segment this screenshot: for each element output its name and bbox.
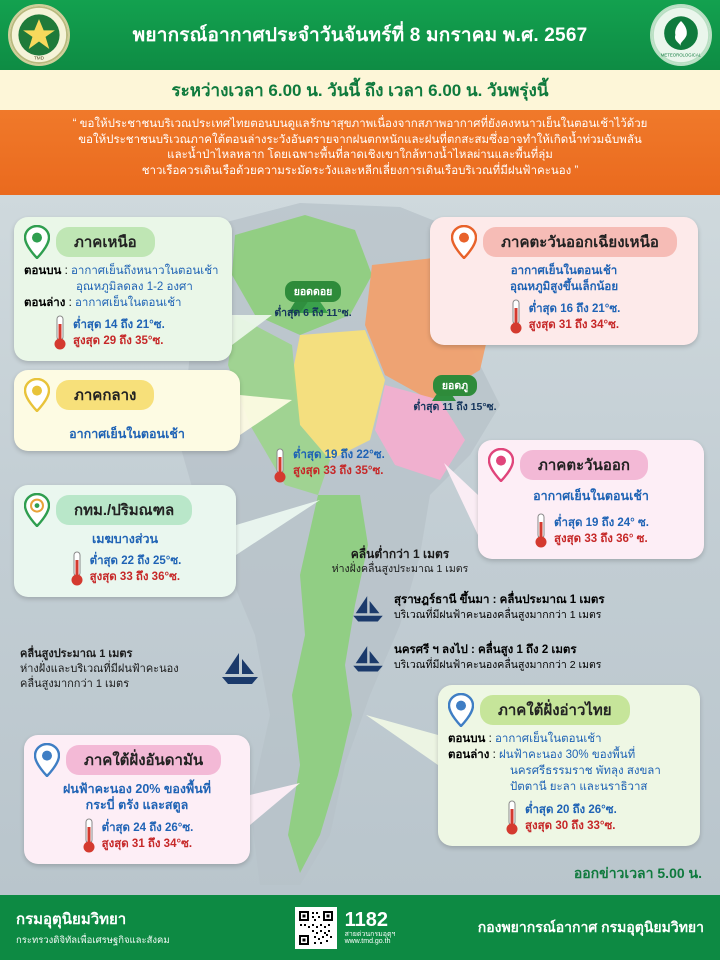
hotline-sub: สายด่วนกรมอุตุฯ [344,930,396,938]
temp-min: ต่ำสุด 20 ถึง 26°ซ. [525,804,617,816]
warning-line-2: ขอให้ประชาชนบริเวณภาคใต้ตอนล่างระวังอันตรายจากฝนตกหนักและฝนที่ตกสะสมซึ่งอาจทำให้เกิดน้ำท่วมฉับพลัน [78,133,642,146]
temperature-block [440,298,688,336]
sea-note-line2: ห่างฝั่งและบริเวณที่มีฝนฟ้าคะนอง [20,663,179,675]
footer-division: กองพยากรณ์อากาศ กรมอุตุนิยมวิทยา [477,918,704,935]
release-time: ออกข่าวเวลา 5.00 น. [573,865,702,881]
temperature-values [73,317,165,349]
sea-note-text [394,593,605,623]
region-title-row [34,743,240,777]
thermometer-icon [504,799,520,837]
forecast-period-bar [0,70,720,110]
temp-max: สูงสุด 29 ถึง 35°ซ. [73,335,164,347]
peak-label-doi [268,281,358,321]
sea-note-line2: บริเวณที่มีฝนฟ้าคะนองคลื่นสูงมากกว่า 1 เมตร [394,609,602,621]
region-title: ภาคใต้ฝั่งอันดามัน [66,745,221,775]
thermometer-icon [533,512,549,550]
region-title: ภาคกลาง [56,380,154,410]
sea-note-line3: คลื่นสูงมากกว่า 1 เมตร [20,678,130,690]
region-card-central [14,370,240,451]
region-title-row [448,693,690,727]
region-card-east [478,440,704,559]
warning-line-1: “ ขอให้ประชาชนบริเวณประเทศไทยตอนบนดูแลรักษาสุขภาพเนื่องจากสภาพอากาศที่ยังคงหนาวเย็นในตอนเช้าไว้ด้วย [72,118,648,130]
peak-name: ยอดดอย [285,281,342,302]
region-desc-1: ฝนฟ้าคะนอง 20% ของพื้นที่ [62,782,212,796]
website-url[interactable]: www.tmd.go.th [344,938,391,945]
sea-note-surat-up [350,593,680,627]
qr-code-icon[interactable] [295,907,337,949]
region-card-south-andaman [24,735,250,864]
temperature-block [24,314,222,352]
tmd-seal-icon [8,4,70,66]
peak-name: ยอดภู [433,375,477,396]
tmd-logo-icon [650,4,712,66]
text-lower: อากาศเย็นในตอนเช้า [74,297,182,309]
sea-note-line1: คลื่นสูงประมาณ 1 เมตร [20,648,133,660]
region-title-row [440,225,688,259]
sea-note-andaman [20,647,250,692]
temperature-block [488,512,694,550]
warning-line-3: และน้ำป่าไหลหลาก โดยเฉพาะพื้นที่ลาดเชิงเขาใกล้ทางน้ำไหลผ่านและพื้นที่ลุ่ม [167,149,553,161]
svg-text:METEOROLOGICAL: METEOROLOGICAL [660,52,702,58]
thailand-map-area [0,195,720,895]
label-upper: ตอนบน [448,733,486,745]
temp-max: สูงสุด 33 ถึง 36°ซ. [89,571,181,583]
sea-note-line2: บริเวณที่มีฝนฟ้าคะนองคลื่นสูงมากกว่า 2 เมตร [394,659,602,671]
temperature-values [293,447,385,485]
forecast-period-text: ระหว่างเวลา 6.00 น. วันนี้ ถึง เวลา 6.00 น. วันพรุ่งนี้ [171,80,549,100]
region-subregion-upper: ตอนบน : อากาศเย็นถึงหนาวในตอนเช้า [24,265,219,277]
region-subregion-lower: ตอนล่าง : อากาศเย็นในตอนเช้า [24,297,182,309]
region-card-north [14,217,232,361]
region-desc-1: อากาศเย็นในตอนเช้า [533,489,649,503]
region-desc-2: อุณหภูมิสูงขึ้นเล็กน้อย [509,281,619,293]
sea-note-line1: สุราษฎร์ธานี ขึ้นมา : คลื่นประมาณ 1 เมตร [394,594,605,606]
region-card-south-gulf [438,685,700,846]
temp-min: ต่ำสุด 19 ถึง 22°ซ. [293,449,385,461]
region-lower-detail-2: ปัตตานี ยะลา และนราธิวาส [510,781,648,793]
region-desc-2: กระบี่ ตรัง และสตูล [85,798,189,812]
sea-note-nakhon-down [350,643,680,677]
region-title: ภาคตะวันออกเฉียงเหนือ [483,227,677,257]
thermometer-icon [508,298,524,336]
text-upper: อากาศเย็นถึงหนาวในตอนเช้า [71,265,219,277]
thermometer-icon [52,314,68,352]
thermometer-icon [69,550,85,588]
map-pin-icon [24,225,50,259]
region-title-row [24,225,222,259]
sailboat-icon [350,593,386,627]
region-desc-1: อากาศเย็นในตอนเช้า [69,427,185,441]
warning-line-4: ชาวเรือควรเดินเรือด้วยความระมัดระวังและหลีกเลี่ยงการเดินเรือบริเวณที่มีฝนฟ้าคะนอง ” [141,164,579,177]
map-pin-icon [488,448,514,482]
central-temperature-block [272,447,385,485]
region-card-northeast [430,217,698,345]
temp-max: สูงสุด 31 ถึง 34°ซ. [528,319,620,331]
sailboat-icon [218,650,262,690]
text-lower: ฝนฟ้าคะนอง 30% ของพื้นที่ [498,749,636,761]
thermometer-icon [272,447,288,485]
label-upper: ตอนบน [24,265,62,277]
hotline-number: 1182 [344,908,388,931]
temp-max: สูงสุด 33 ถึง 35°ซ. [293,465,384,477]
temp-min: ต่ำสุด 19 ถึง 24° ซ. [554,517,649,529]
sailboat-icon [350,643,386,677]
map-pin-icon [34,743,60,777]
sea-note-text [394,643,601,673]
region-lower-detail-1: นครศรีธรรมราช พัทลุง สงขลา [510,765,661,777]
temperature-values [529,301,621,333]
region-title: ภาคเหนือ [56,227,155,257]
region-title-row [24,378,230,412]
region-subregion-upper: ตอนบน : อากาศเย็นในตอนเช้า [448,733,602,745]
peak-temp: ต่ำสุด 11 ถึง 15°ซ. [413,401,497,413]
region-desc-1: อากาศเย็นในตอนเช้า [510,265,618,277]
footer-bar [0,895,720,960]
temp-max: สูงสุด 31 ถึง 34°ซ. [101,838,193,850]
text-upper: อากาศเย็นในตอนเช้า [495,733,602,745]
region-desc-1: เมฆบางส่วน [91,532,159,546]
temperature-values [90,553,182,585]
footer-org-block [0,907,250,948]
map-pin-icon [24,378,50,412]
temperature-block [448,799,690,837]
footer-ministry: กระทรวงดิจิทัลเพื่อเศรษฐกิจและสังคม [16,935,170,946]
peak-label-phu [410,375,500,415]
region-title: กทม./ปริมณฑล [56,495,192,525]
warning-bar [0,110,720,195]
header-bar [0,0,720,70]
temperature-values [525,802,617,834]
sea-note-line1: นครศรี ฯ ลงไป : คลื่นสูง 1 ถึง 2 เมตร [394,644,577,656]
temp-min: ต่ำสุด 24 ถึง 26°ซ. [101,822,194,834]
label-lower: ตอนล่าง [448,749,490,761]
footer-org-name: กรมอุตุนิยมวิทยา [16,911,127,928]
temperature-values [102,820,194,852]
page-title: พยากรณ์อากาศประจำวันจันทร์ที่ 8 มกราคม พ.ศ. 2567 [132,25,588,46]
temp-max: สูงสุด 33 ถึง 36° ซ. [554,533,648,545]
map-pin-icon [24,493,50,527]
temp-min: ต่ำสุด 16 ถึง 21°ซ. [528,303,621,315]
map-pin-icon [448,693,474,727]
peak-temp: ต่ำสุด 6 ถึง 11°ซ. [274,307,352,319]
sea-note-line2: ห่างฝั่งคลื่นสูงประมาณ 1 เมตร [331,563,469,575]
sea-note-gulf-upper [300,547,500,577]
temperature-values [554,515,649,547]
temperature-block [24,550,226,588]
temperature-block [34,817,240,855]
region-subregion-lower: ตอนล่าง : ฝนฟ้าคะนอง 30% ของพื้นที่ [448,749,636,761]
label-lower: ตอนล่าง [24,297,66,309]
region-title-row [24,493,226,527]
region-card-bangkok [14,485,236,597]
footer-hotline-block [250,907,440,949]
region-title: ภาคตะวันออก [520,450,648,480]
temp-min: ต่ำสุด 14 ถึง 21°ซ. [73,319,165,331]
region-upper-detail: อุณหภูมิลดลง 1-2 องศา [76,281,193,293]
hotline-block [345,910,396,946]
svg-text:TMD: TMD [33,55,45,61]
thermometer-icon [81,817,97,855]
temp-max: สูงสุด 30 ถึง 33°ซ. [525,820,616,832]
region-title-row [488,448,694,482]
region-title: ภาคใต้ฝั่งอ่าวไทย [480,695,630,725]
temp-min: ต่ำสุด 22 ถึง 25°ซ. [89,555,182,567]
sea-note-line1: คลื่นต่ำกว่า 1 เมตร [350,547,450,561]
map-pin-icon [451,225,477,259]
